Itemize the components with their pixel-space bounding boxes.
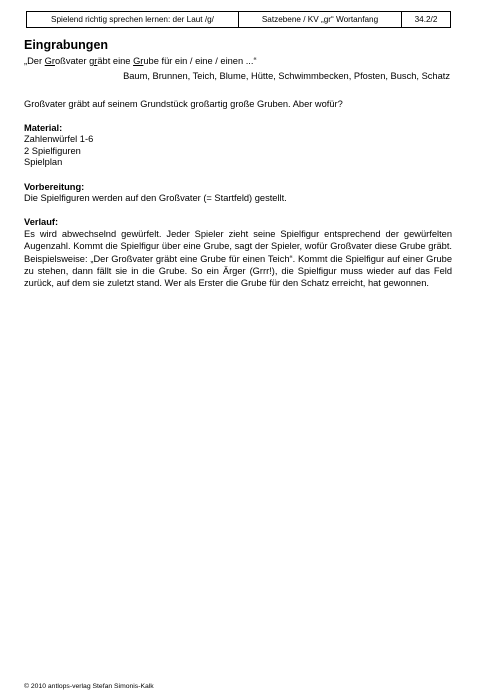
material-item: Zahlenwürfel 1-6: [24, 134, 94, 144]
word-list: Baum, Brunnen, Teich, Blume, Hütte, Schwimmbecken, Pfosten, Busch, Schatz: [123, 71, 450, 81]
vorbereitung-heading: Vorbereitung:: [24, 181, 85, 192]
material-item: 2 Spielfiguren: [24, 145, 81, 156]
copyright-footer: © 2010 antlops-verlag Stefan Simonis-Kalk: [24, 683, 154, 690]
quote-part: äbt eine: [97, 56, 134, 66]
example-sentence: [24, 55, 452, 67]
quote-part: oßvater: [55, 56, 90, 66]
quote-part: ube für ein / eine / einen ...“: [143, 56, 257, 66]
underlined-gr: gr: [89, 56, 98, 66]
underlined-gr: Gr: [44, 56, 55, 66]
vorbereitung-text: Die Spielfiguren werden auf den Großvater (= Startfeld) gestellt.: [24, 192, 287, 203]
verlauf-heading: Verlauf:: [24, 217, 59, 227]
header-page-number: 34.2/2: [414, 15, 438, 24]
material-item: Spielplan: [24, 157, 63, 167]
page-content: [24, 38, 452, 289]
page-title: Eingrabungen: [24, 38, 109, 52]
quote-part: „Der: [24, 56, 45, 66]
verlauf-text: Es wird abwechselnd gewürfelt. Jeder Spieler zieht seine Spielfigur entsprechend der gewürfelten Augenzahl. Kommt die Spielfigur über eine Grube, sagt der Spieler, wofür Großvater diese Grube gräbt. Beispielsweise: „Der Großvater gräbt eine Grube für einen Teich“. Kommt die Spielfigur auf einer Grube zu stehen, dann fällt sie in die Grube. So ein Ärger (Grrr!), die Spielfigur muss wieder auf das Feld zurück, auf dem sie zuletzt stand. Wer als Erster die Grube für den Schatz erreicht, hat gewonnen.: [24, 229, 452, 289]
underlined-gr: Gr: [133, 56, 144, 66]
material-heading: Material:: [24, 123, 63, 133]
intro-text: Großvater gräbt auf seinem Grundstück großartig große Gruben. Aber wofür?: [24, 99, 343, 109]
header-book-title: Spielend richtig sprechen lernen: der Laut /g/: [27, 12, 239, 27]
header-table: [26, 11, 451, 28]
header-level: Satzebene / KV „gr“ Wortanfang: [239, 12, 402, 27]
